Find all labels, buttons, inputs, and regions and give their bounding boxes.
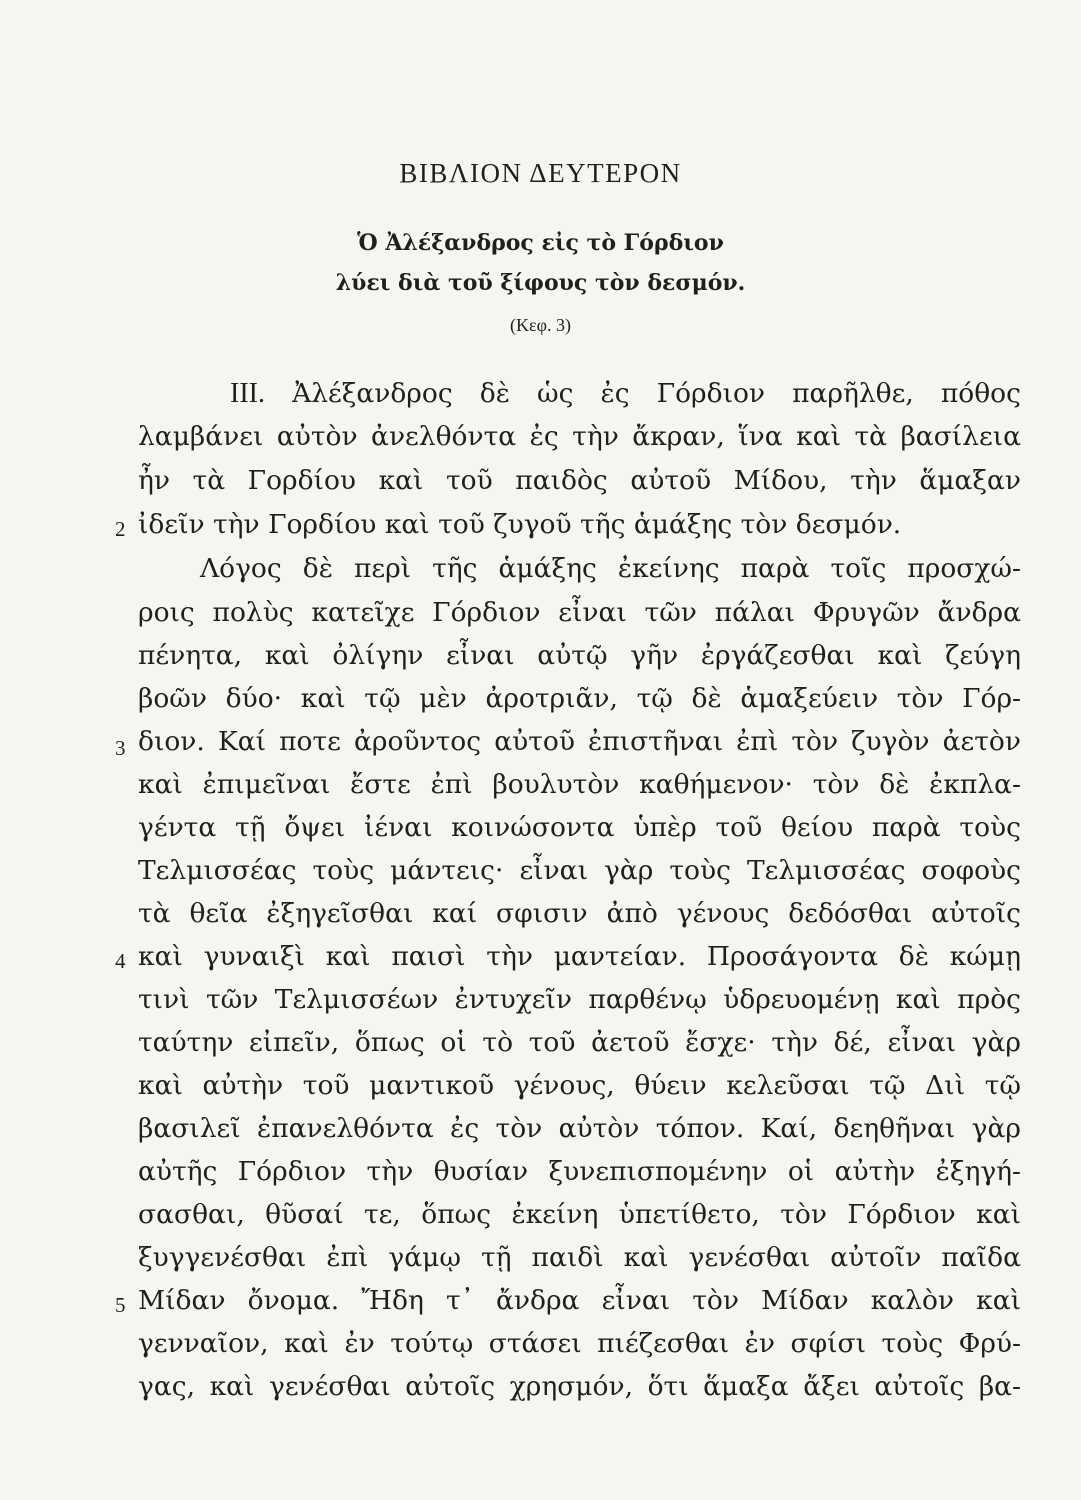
line-number: 5	[115, 1293, 126, 1317]
text-line: καὶ ἐπιμεῖναι ἔστε ἐπὶ βουλυτὸν καθήμενον· τὸν δὲ ἐκπλα-	[138, 769, 1021, 800]
text-line: γενναῖον, καὶ ἐν τούτῳ στάσει πιέζεσθαι ἐν σφίσι τοὺς Φρύ-	[138, 1328, 1021, 1359]
text-line: γέντα τῇ ὄψει ἰέναι κοινώσοντα ὑπὲρ τοῦ θείου παρὰ τοὺς	[138, 812, 1021, 843]
text-line: βασιλεῖ ἐπανελθόντα ἐς τὸν αὐτὸν τόπον. Καί, δεηθῆναι γὰρ	[138, 1113, 1021, 1144]
text-line: βοῶν δύο· καὶ τῷ μὲν ἀροτριᾶν, τῷ δὲ ἁμαξεύειν τὸν Γόρ-	[138, 683, 1021, 714]
text-line: ἦν τὰ Γορδίου καὶ τοῦ παιδὸς αὐτοῦ Μίδου, τὴν ἅμαξαν	[138, 465, 1021, 496]
text-line: διον. Καί ποτε ἀροῦντος αὐτοῦ ἐπιστῆναι ἐπὶ τὸν ζυγὸν ἀετὸν	[138, 726, 1021, 757]
text-line: Μίδαν ὄνομα. Ἤδη τ᾽ ἄνδρα εἶναι τὸν Μίδαν καλὸν καὶ	[138, 1285, 1021, 1316]
text-line: σασθαι, θῦσαί τε, ὅπως ἐκείνη ὑπετίθετο, τὸν Γόρδιον καὶ	[138, 1199, 1021, 1230]
line-number: 3	[115, 736, 126, 760]
line-number: 4	[115, 949, 126, 973]
text-line: ἰδεῖν τὴν Γορδίου καὶ τοῦ ζυγοῦ τῆς ἁμάξης τὸν δεσμόν.	[138, 509, 902, 540]
text-line: τὰ θεῖα ἐξηγεῖσθαι καί σφισιν ἀπὸ γένους δεδόσθαι αὐτοῖς	[138, 898, 1021, 929]
line-number: 2	[115, 517, 126, 541]
text-line: αὐτῆς Γόρδιον τὴν θυσίαν ξυνεπισπομένην οἱ αὐτὴν ἐξηγή-	[138, 1156, 1021, 1187]
text-line: τινὶ τῶν Τελμισσέων ἐντυχεῖν παρθένῳ ὑδρευομένῃ καὶ πρὸς	[138, 984, 1021, 1015]
section-number: III.	[230, 378, 265, 409]
text-line: γας, καὶ γενέσθαι αὐτοῖς χρησμόν, ὅτι ἅμαξα ἄξει αὐτοῖς βα-	[138, 1371, 1021, 1402]
text-line: πένητα, καὶ ὀλίγην εἶναι αὐτῷ γῆν ἐργάζεσθαι καὶ ζεύγη	[138, 640, 1021, 671]
book-title: ΒΙΒΛΙΟΝ ΔΕΥΤΕΡΟΝ	[399, 158, 682, 188]
chapter-reference: (Κεφ. 3)	[510, 315, 571, 335]
text-line: καὶ γυναιξὶ καὶ παισὶ τὴν μαντείαν. Προσάγοντα δὲ κώμῃ	[138, 941, 1021, 972]
section-heading-line-2: λύει διὰ τοῦ ξίφους τὸν δεσμόν.	[335, 270, 746, 296]
text-line: Τελμισσέας τοὺς μάντεις· εἶναι γὰρ τοὺς Τελμισσέας σοφοὺς	[138, 855, 1021, 886]
text-line: ροις πολὺς κατεῖχε Γόρδιον εἶναι τῶν πάλαι Φρυγῶν ἄνδρα	[138, 597, 1021, 628]
text-line: καὶ αὐτὴν τοῦ μαντικοῦ γένους, θύειν κελεῦσαι τῷ Διὶ τῷ	[138, 1070, 1021, 1101]
text-line: Λόγος δὲ περὶ τῆς ἁμάξης ἐκείνης παρὰ τοῖς προσχώ-	[200, 553, 1021, 584]
text-line: ταύτην εἰπεῖν, ὅπως οἱ τὸ τοῦ ἀετοῦ ἔσχε· τὴν δέ, εἶναι γὰρ	[138, 1027, 1021, 1058]
section-heading-line-1: Ὁ Ἀλέξανδρος εἰς τὸ Γόρδιον	[357, 230, 724, 256]
text-line: ξυγγενέσθαι ἐπὶ γάμῳ τῇ παιδὶ καὶ γενέσθαι αὐτοῖν παῖδα	[138, 1242, 1021, 1273]
text-line: λαμβάνει αὐτὸν ἀνελθόντα ἐς τὴν ἄκραν, ἵνα καὶ τὰ βασίλεια	[138, 421, 1021, 452]
text-line: III. Ἀλέξανδρος δὲ ὡς ἐς Γόρδιον παρῆλθε, πόθος	[230, 378, 1021, 409]
